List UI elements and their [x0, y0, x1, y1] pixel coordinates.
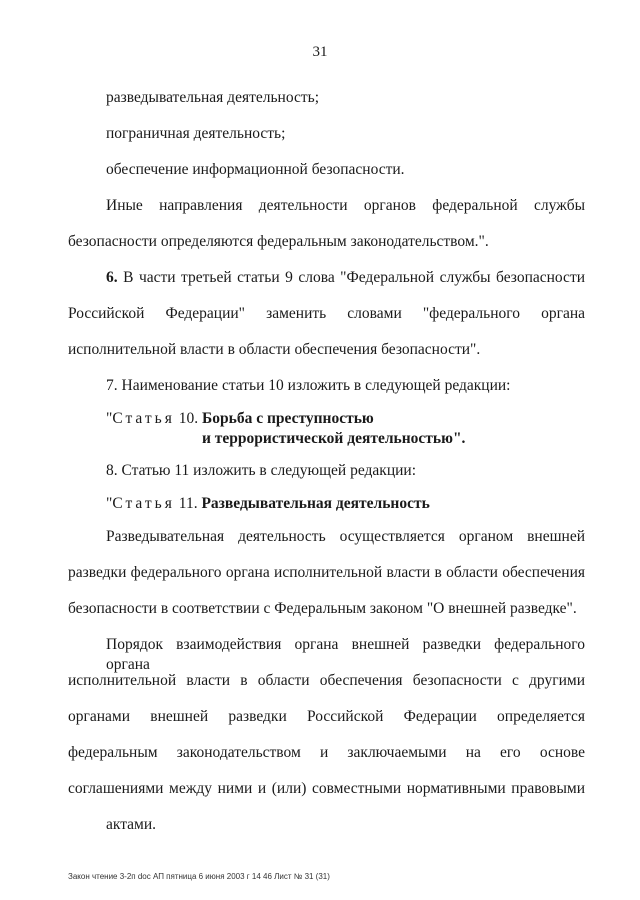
text-line: Иные направления деятельности органов федеральной службы	[106, 197, 585, 214]
article-10-title-cont: и террористической деятельностью".	[202, 430, 466, 447]
text-line: исполнительной власти в области обеспечения безопасности".	[68, 341, 481, 358]
quote-mark: "	[106, 495, 113, 512]
article-title: Борьба с преступностью	[202, 410, 374, 427]
article-word: Статья	[112, 495, 175, 512]
text-line: 7. Наименование статьи 10 изложить в следующей редакции:	[106, 377, 511, 394]
text-line: соглашениями между ними и (или) совместными нормативными правовыми	[68, 780, 585, 797]
amendment-6-line	[106, 268, 585, 288]
text-line: федеральным законодательством и заключаемыми на его основе	[68, 744, 585, 761]
text-line: обеспечение информационной безопасности.	[106, 161, 405, 178]
article-title: Разведывательная деятельность	[201, 495, 430, 512]
article-number: 11.	[178, 495, 198, 512]
article-word: Статья	[112, 410, 175, 427]
text-line: Порядок взаимодействия органа внешней разведки федерального органа	[106, 636, 585, 673]
text-span: В части третьей статьи 9 слова "Федеральной службы безопасности	[123, 269, 586, 286]
text-line: Разведывательная деятельность осуществляется органом внешней	[106, 528, 585, 545]
text-line: актами.	[106, 816, 157, 833]
text-line: органами внешней разведки Российской Федерации определяется	[68, 708, 585, 725]
text-line: 8. Статью 11 изложить в следующей редакции:	[106, 462, 417, 479]
text-line: безопасности в соответствии с Федеральным законом "О внешней разведке".	[68, 600, 577, 617]
text-line: исполнительной власти в области обеспечения безопасности с другими	[68, 672, 585, 689]
footer-note: Закон чтение 3-2п doc АП пятница 6 июня 2003 г 14 46 Лист № 31 (31)	[68, 872, 330, 881]
quote-mark: "	[106, 410, 113, 427]
text-line: разведывательная деятельность;	[106, 89, 319, 106]
text-line: безопасности определяются федеральным законодательством.".	[68, 233, 489, 250]
article-11-heading	[106, 494, 585, 514]
text-line: разведки федерального органа исполнительной власти в области обеспечения	[68, 564, 585, 581]
text-line: пограничная деятельность;	[106, 125, 286, 142]
article-10-heading	[106, 409, 585, 429]
page-number: 31	[312, 44, 328, 60]
article-number: 10.	[178, 410, 199, 427]
text-line: Российской Федерации" заменить словами "федерального органа	[68, 305, 585, 322]
item-number: 6.	[106, 269, 118, 286]
